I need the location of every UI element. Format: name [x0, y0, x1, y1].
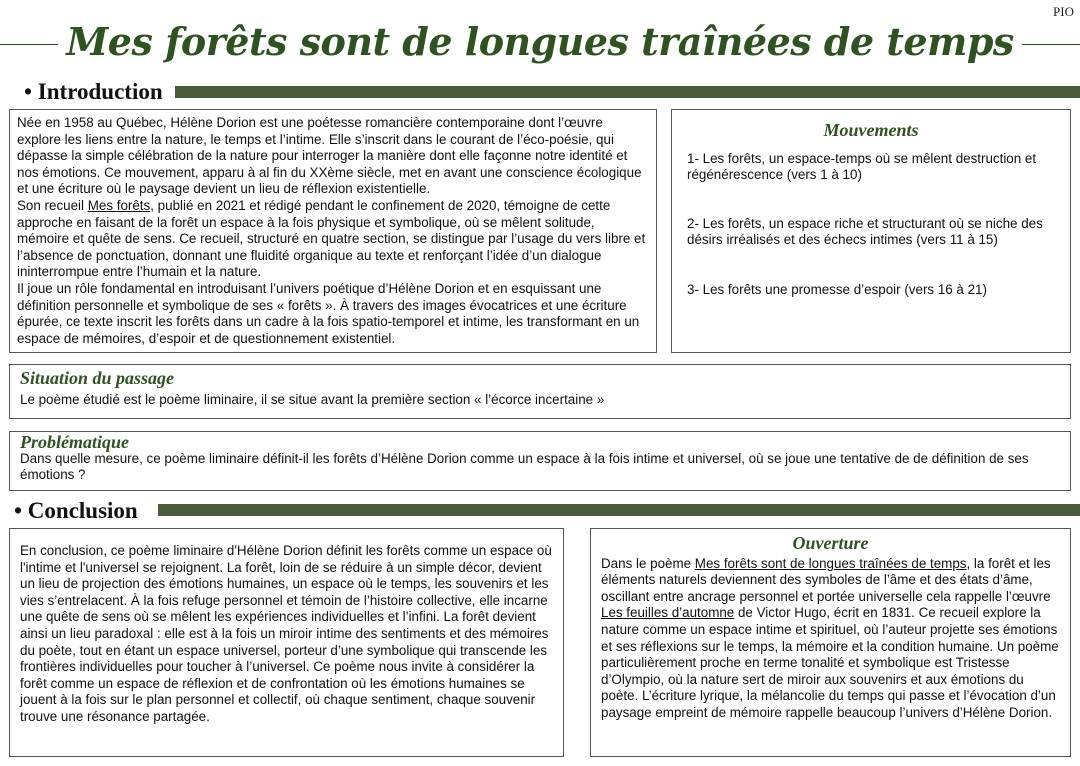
- introduction-paragraph-1: Née en 1958 au Québec, Hélène Dorion est une poétesse romancière contemporaine dont l’œuvre explore les liens entre la nature, le temps et l’intime. Elle s’inscrit dans le courant de l’éco-poésie, qui dépasse la simple célébration de la nature pour interroger la manière dont elle façonne notre identité et nos émotions. Ce mouvement, apparu à al fin du XXème siècle, met en avant une conscience écologique et une écriture où le paysage devient un lieu de réflexion existentielle.: [17, 115, 642, 197]
- introduction-box: [9, 109, 657, 353]
- conclusion-box: [9, 528, 564, 757]
- page-label: PIO: [1053, 4, 1074, 19]
- ouverture-title: Ouverture: [792, 533, 869, 553]
- introduction-paragraph-3: Il joue un rôle fondamental en introduisant l’univers poétique d’Hélène Dorion et en esquissant une définition personnelle et symbolique de ses « forêts ». À travers des images évocatrices et une écriture épurée, ce texte inscrit les forêts dans un cadre à la fois spatio-temporel et intime, les transformant en un espace de mémoires, d’espoir et de questionnement existentiel.: [17, 280, 640, 346]
- mouvement-item-2: 2- Les forêts, un espace riche et structurant où se niche des désirs irréalisés et des échecs intimes (vers 11 à 15): [687, 215, 1043, 248]
- introduction-p2-before: Son recueil: [17, 197, 88, 213]
- problematique-text: Dans quelle mesure, ce poème liminaire définit-il les forêts d’Hélène Dorion comme un espace à la fois intime et universel, où se joue une tentative de de définition de ses émotions ?: [20, 450, 1029, 483]
- conclusion-heading: • Conclusion: [14, 497, 144, 525]
- ouverture-text-2: , la forêt et les éléments naturels deviennent des symboles de l’âme et des états d’âme, oscillant entre ancrage personnel et portée universelle cela rappelle l’œuvre: [601, 555, 1051, 604]
- work-title-feuilles-automne: Les feuilles d’automne: [601, 605, 735, 621]
- introduction-p2-after: , publié en 2021 et rédigé pendant le confinement de 2020, témoigne de cette approche en faisant de la forêt un espace à la fois physique et symbolique, où se mêlent solitude, mémoire et quête de sens. Ce recueil, structuré en quatre section, se distingue par l’usage du vers libre et l’absence de ponctuation, donnant une fluidité organique au texte et renforçant l’idée d’un dialogue ininterrompue entre l’humain et la nature.: [17, 197, 646, 280]
- situation-text: Le poème étudié est le poème liminaire, il se situe avant la première section « l’écorce incertaine »: [20, 391, 605, 407]
- mouvements-title: Mouvements: [823, 120, 919, 140]
- ouverture-text-1: Dans le poème: [601, 555, 695, 571]
- problematique-title: Problématique: [20, 432, 129, 452]
- conclusion-heading-bar: [158, 504, 1080, 516]
- page-title: [0, 14, 1080, 70]
- situation-title: Situation du passage: [20, 368, 175, 388]
- work-title-mes-forets: Mes forêts: [87, 197, 151, 213]
- mouvements-box: [671, 109, 1071, 353]
- ouverture-text-3: de Victor Hugo, écrit en 1831. Ce recueil explore la nature comme un espace intime et spirituel, où l’auteur projette ses émotions et ses réflexions sur le temps, la mémoire et la condition humaine. Un poème particulièrement proche en terme tonalité et symbolique est Tristesse d’Olympio, où la nature sert de miroir aux souvenirs et aux émotions du poète. L’écriture lyrique, la mélancolie du temps qui passe et l’évocation d’un paysage empreint de mémoire rappelle beaucoup l’univers d’Hélène Dorion.: [601, 605, 1059, 720]
- conclusion-text: En conclusion, ce poème liminaire d'Hélène Dorion définit les forêts comme un espace où l'intime et l'universel se rejoignent. La forêt, loin de se réduire à un simple décor, devient un lieu de projection des émotions humaines, un espace où le temps, les souvenirs et les vies s’entrelacent. À la fois refuge personnel et témoin de l’histoire collective, elle incarne une quête de sens où se mêlent les expériences individuelles et l’infini. La forêt devient ainsi un lieu paradoxal : elle est à la fois un miroir intime des sentiments et des mémoires du poète, tout en étant un espace universel, porteur d’une symbolique qui transcende les frontières individuelles pour toucher à l’universel. Ce poème nous invite à considérer la forêt comme un espace de réflexion et de confrontation où les émotions humaines se jouent à la fois sur le plan personnel et collectif, où chaque sentiment, chaque souvenir trouve une résonance partagée.: [20, 543, 552, 724]
- work-title-mes-forets-longues: Mes forêts sont de longues traînées de temps: [694, 555, 967, 571]
- introduction-paragraph-2: [17, 198, 649, 281]
- ouverture-box: [590, 528, 1071, 757]
- introduction-heading: • Introduction: [24, 78, 169, 106]
- ouverture-text: [601, 556, 1060, 722]
- introduction-heading-bar: [175, 86, 1080, 98]
- problematique-box: [9, 431, 1071, 491]
- mouvement-item-1: 1- Les forêts, un espace-temps où se mêlent destruction et régénérescence (vers 1 à 10): [687, 150, 1037, 183]
- situation-box: [9, 364, 1071, 419]
- mouvement-item-3: 3- Les forêts une promesse d’espoir (vers 16 à 21): [687, 281, 987, 297]
- page-title-text: Mes forêts sont de longues traînées de temps: [58, 19, 1022, 64]
